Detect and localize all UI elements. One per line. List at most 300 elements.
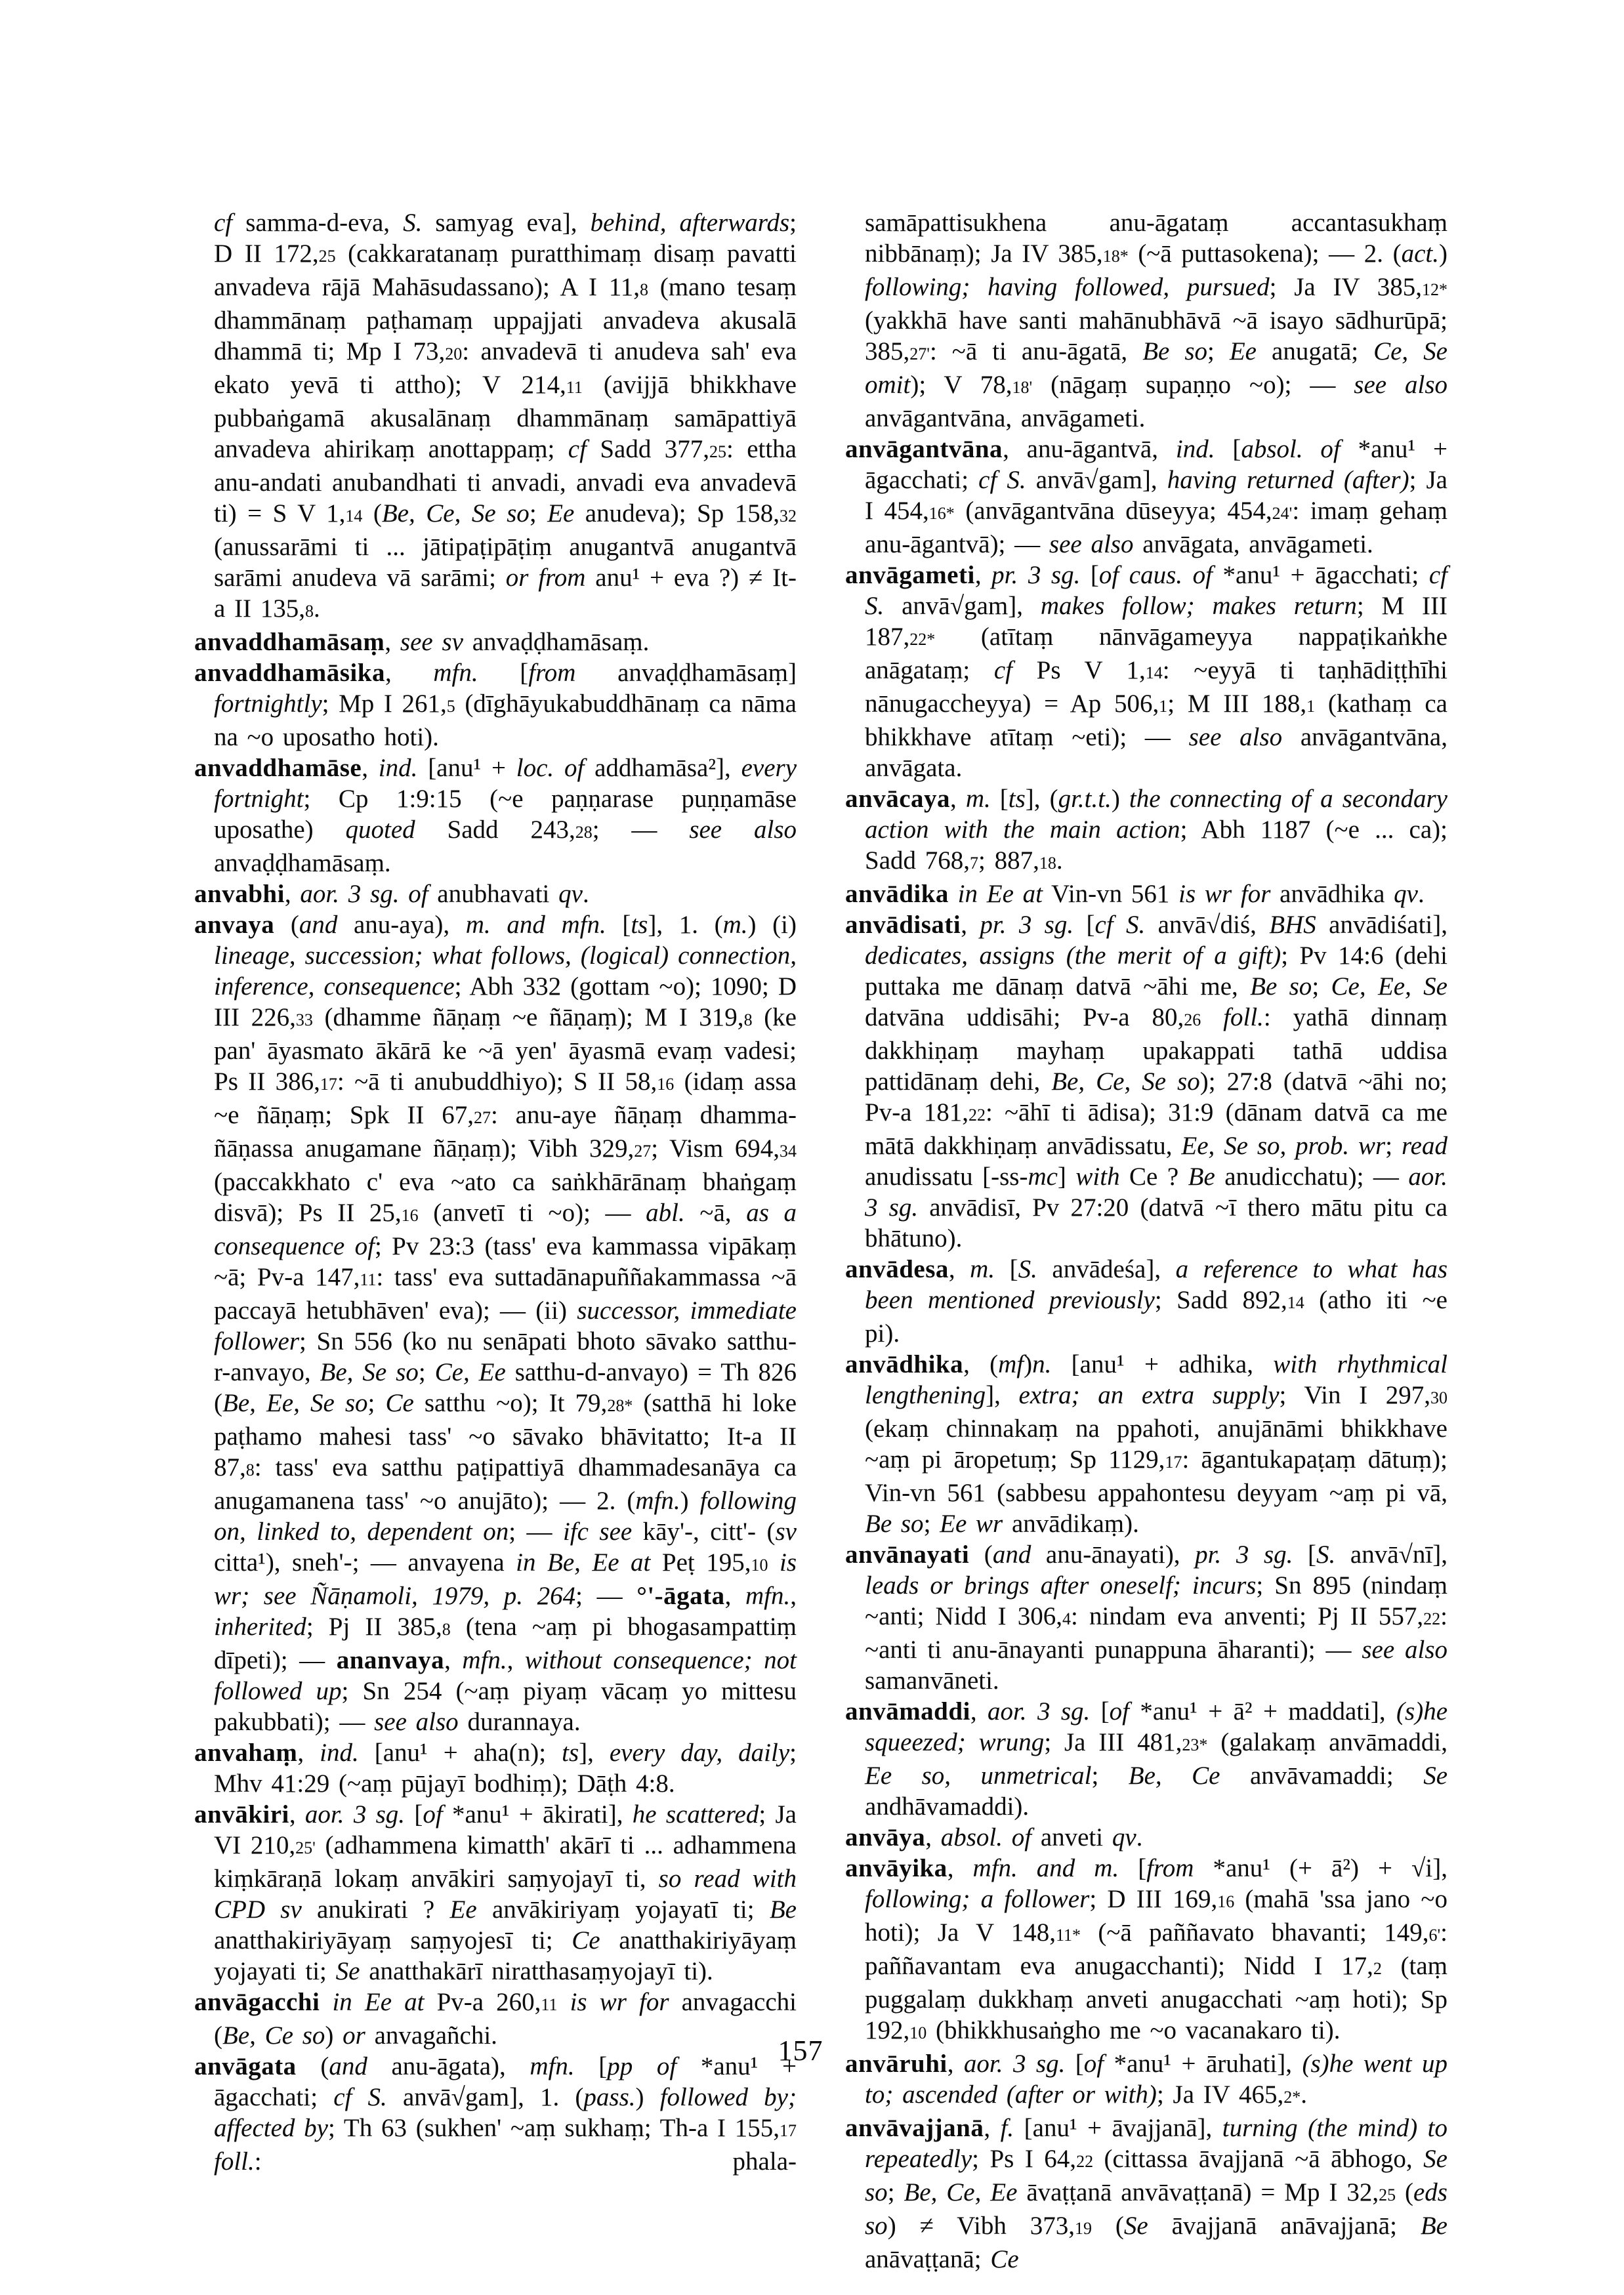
text-run: anvā√diś, bbox=[1145, 911, 1270, 939]
text-run: anudissatu [-ss- bbox=[865, 1163, 1028, 1191]
text-run: followed by; affected by bbox=[214, 2083, 797, 2142]
citation-line-number: 19 bbox=[1074, 2219, 1092, 2238]
text-run: cf bbox=[993, 656, 1013, 684]
text-run: Sadd 243,28; — bbox=[415, 816, 690, 844]
text-run: [ bbox=[1065, 2050, 1084, 2078]
text-run: āvajjanā anāvajjanā; bbox=[1148, 2212, 1421, 2240]
text-run: [ bbox=[1293, 1540, 1317, 1569]
text-run: of caus. of bbox=[1098, 561, 1213, 589]
headword: anvādika bbox=[845, 880, 949, 908]
citation-line-number: 5 bbox=[446, 697, 455, 716]
text-run: ; — bbox=[575, 1582, 637, 1610]
text-run: [anu¹ + adhika, bbox=[1051, 1350, 1274, 1378]
text-run: pass. bbox=[583, 2083, 636, 2111]
text-run: , bbox=[925, 1823, 941, 1851]
text-run: ] bbox=[1057, 1163, 1076, 1191]
text-run: cf bbox=[568, 435, 600, 463]
text-run: ifc see bbox=[562, 1518, 633, 1546]
text-run: anvāvamaddi; bbox=[1220, 1762, 1424, 1790]
citation-line-number: 17 bbox=[320, 1075, 337, 1094]
dictionary-entry bbox=[845, 1539, 1447, 1696]
text-run: mfn. bbox=[635, 1487, 680, 1515]
text-run: leads or brings after oneself; incurs bbox=[865, 1571, 1257, 1600]
citation-line-number: 14 bbox=[1145, 663, 1163, 682]
headword: anvaddhamāse bbox=[194, 754, 362, 782]
text-run: Be bbox=[1188, 1163, 1215, 1191]
text-run: mfn. bbox=[462, 1646, 507, 1674]
text-run: qv bbox=[558, 880, 583, 908]
headword: anvabhi bbox=[194, 880, 285, 908]
text-run: [ bbox=[606, 911, 631, 939]
text-run: ts bbox=[1008, 785, 1026, 813]
text-run: aor. 3 sg. bbox=[865, 1163, 1448, 1222]
text-run: , anu-āgantvā, bbox=[1003, 435, 1176, 463]
text-run: abl. bbox=[646, 1199, 685, 1227]
text-run: ; Pj II 385,8 (tena ~aṃ pi bhogasampattiṃ dīpeti); — bbox=[214, 1613, 797, 1674]
text-run: ; D III 169,16 (mahā 'ssa jano ~o hoti); Ja V 148,11* (~ā paññavato bhavanti; 149,6': paññavantam eva anugacchanti); Nidd I 17,2 (taṃ puggalaṃ dukkhaṃ anveti anugacchati ~aṃ hoti); Sp 192,10 (bhikkhusaṅgho me ~o vacanakaro ti). bbox=[865, 1885, 1447, 2044]
citation-line-number: 22* bbox=[909, 630, 936, 649]
text-run: [ bbox=[574, 2052, 608, 2080]
citation-line-number: 17 bbox=[780, 2121, 797, 2140]
text-run: in Ee at bbox=[332, 1988, 425, 2016]
text-run: , bbox=[984, 2114, 1001, 2142]
text-run: Ce bbox=[572, 1926, 600, 1954]
text-run: datvāna uddisāhi; Pv-a 80,26 bbox=[865, 1003, 1201, 1031]
citation-line-number: 22 bbox=[1423, 1609, 1441, 1628]
citation-line-number: 11* bbox=[1056, 1926, 1081, 1945]
dictionary-entry bbox=[194, 909, 797, 1737]
citation-line-number: 25 bbox=[709, 442, 726, 461]
text-run: ; Pv 14:6 (dehi puttaka me dānaṃ datvā ~āhi me, bbox=[865, 941, 1447, 1001]
text-run: m. bbox=[970, 1255, 995, 1283]
text-run: [anu¹ + aha(n); bbox=[358, 1739, 562, 1767]
text-run: without consequence; not followed up bbox=[214, 1646, 797, 1705]
text-run: Ce, Se omit bbox=[865, 337, 1447, 399]
text-run: ) bbox=[1024, 1350, 1033, 1378]
headword: anvaddhamāsaṃ bbox=[194, 628, 385, 656]
citation-line-number: 6' bbox=[1428, 1926, 1441, 1945]
text-run: ; Abh 332 (gottam ~o); 1090; D III 226,33 (dhamme ñāṇaṃ ~e ñāṇaṃ); M I 319,8 (ke pan' āyasmato ākārā ke ~ā yen' āyasmā evaṃ vadesi; Ps II 386,17: ~ā ti anubuddhiyo); S II 58,16 (idaṃ assa ~e ñāṇaṃ; Spk II 67,27: anu-aye ñāṇaṃ dhamma-ñāṇassa anugamane ñāṇaṃ); Vibh 329,27; Vism 694,34 (paccakkhato c' eva ~ato ca saṅkhārānaṃ bhaṅgaṃ disvā); Ps II 25,16 (anvetī ti ~o); — bbox=[214, 972, 797, 1227]
text-run: ; Sadd 892,14 (atho iti ~e pi). bbox=[865, 1286, 1447, 1348]
citation-line-number: 33 bbox=[295, 1010, 313, 1029]
text-run: [ bbox=[1119, 1854, 1147, 1882]
text-run: ; D II 172,25 (cakkaratanaṃ puratthimaṃ disaṃ pavatti anvadeva rājā Mahāsudassano); A I 11,8 (mano tesaṃ dhammānaṃ paṭhamaṃ uppajjati anvadeva akusalā dhammā ti; Mp I 73,20: anvadevā ti anudeva sah' eva ekato yevā ti attho); V 214,11 (avijjā bhikkhave pubbaṅgamā akusalānaṃ dhammānaṃ samāpattiyā anvadeva ahirikaṃ anottappaṃ; bbox=[214, 209, 797, 463]
dictionary-entry bbox=[845, 1853, 1447, 2048]
text-run: behind, afterwards bbox=[590, 209, 790, 237]
dictionary-entry bbox=[845, 560, 1447, 783]
citation-line-number: 28 bbox=[575, 823, 593, 842]
text-run: act. bbox=[1401, 239, 1439, 268]
text-run: quoted bbox=[345, 816, 415, 844]
text-run: ts bbox=[562, 1739, 579, 1767]
text-run: ; Ja VI 210,25' (adhammena kimatth' akārī ti ... adhammena kiṃkāraṇā lokaṃ anvākiri saṃyojayī ti, bbox=[214, 1800, 797, 1893]
citation-line-number: 1 bbox=[1306, 697, 1316, 716]
text-run: ; Ja I 454,16* (anvāgantvāna dūseyya; 454,24': imaṃ gehaṃ anu-āgantvā); — bbox=[865, 466, 1447, 558]
text-run: mfn. bbox=[530, 2052, 575, 2080]
citation-line-number: 27' bbox=[909, 344, 930, 363]
page-number: 157 bbox=[778, 2035, 823, 2067]
text-run: ; bbox=[418, 1358, 435, 1386]
text-run: as a consequence of bbox=[214, 1199, 797, 1260]
text-run: mf bbox=[998, 1350, 1024, 1378]
text-run: anvā√gam], bbox=[884, 592, 1041, 620]
text-run: Ce bbox=[385, 1389, 414, 1417]
text-run: āvaṭṭanā anvāvaṭṭanā) = Mp I 32,25 ( bbox=[1017, 2178, 1413, 2206]
text-run: n. bbox=[1032, 1350, 1052, 1378]
text-run: ) bbox=[635, 2083, 660, 2111]
text-run: addhamāsa²], bbox=[584, 754, 741, 782]
text-run: anāvaṭṭanā; bbox=[865, 2245, 991, 2273]
text-run: Be bbox=[769, 1895, 797, 1924]
text-run: , bbox=[444, 1646, 463, 1674]
text-run: Ee bbox=[547, 499, 585, 527]
citation-line-number: 27 bbox=[473, 1108, 491, 1127]
text-run: Be, Se so bbox=[320, 1358, 419, 1386]
text-run: f. bbox=[1000, 2114, 1014, 2142]
dictionary-entry bbox=[194, 627, 797, 657]
text-run: ) bbox=[680, 1487, 700, 1515]
text-run: anvādikaṃ). bbox=[1003, 1510, 1139, 1538]
text-run: pr. 3 sg. bbox=[991, 561, 1081, 589]
text-run: every day, daily bbox=[609, 1739, 790, 1767]
citation-line-number: 11 bbox=[541, 1995, 558, 2014]
citation-line-number: 18' bbox=[1012, 378, 1033, 397]
text-run: foll. bbox=[1223, 1003, 1264, 1031]
text-run: ( bbox=[296, 2052, 329, 2080]
headword: anvāgantvāna bbox=[845, 435, 1003, 463]
citation-line-number: 25 bbox=[1379, 2185, 1396, 2204]
text-run: , bbox=[790, 1582, 797, 1610]
citation-line-number: 27 bbox=[634, 1142, 652, 1161]
text-run: ; Pv 23:3 (tass' eva kammassa vipākaṃ ~ā; Pv-a 147,11: tass' eva suttadānapuññakammassa ~ā paccayā hetubhāven' eva); — (ii) bbox=[214, 1232, 797, 1325]
text-run: *anu¹ + āruhati], bbox=[1104, 2050, 1302, 2078]
text-run: [ bbox=[1073, 911, 1095, 939]
text-run: Be, Ce, Se so bbox=[381, 499, 530, 527]
text-run: *anu¹ + ā² + maddati], bbox=[1129, 1697, 1397, 1726]
text-run: makes follow; makes return bbox=[1040, 592, 1357, 620]
citation-line-number: 30 bbox=[1430, 1388, 1448, 1407]
citation-line-number: 14 bbox=[1287, 1293, 1304, 1312]
text-run: , bbox=[507, 1646, 525, 1674]
text-run: ; Sn 556 (ko nu senāpati bhoto sāvako satthu-r-anvayo, bbox=[214, 1327, 797, 1386]
text-run: anu-aya), bbox=[337, 911, 466, 939]
text-run: S. bbox=[1316, 1540, 1336, 1569]
text-run: ], bbox=[579, 1739, 610, 1767]
text-run: following on, linked to, dependent on bbox=[214, 1487, 797, 1546]
text-run: Ee bbox=[1229, 337, 1257, 365]
citation-line-number: 7 bbox=[970, 854, 978, 873]
text-run: qv bbox=[1112, 1823, 1136, 1851]
citation-line-number: 16 bbox=[401, 1206, 419, 1225]
text-run: [ bbox=[990, 785, 1009, 813]
text-run: loc. of bbox=[516, 754, 585, 782]
text-run: , bbox=[297, 1739, 320, 1767]
text-run: Se bbox=[1423, 1762, 1447, 1790]
text-run: ; Cp 1:9:15 (~e paṇṇarase puṇṇamāse uposathe) bbox=[214, 785, 797, 844]
text-run: inherited bbox=[214, 1613, 306, 1641]
text-run: ; bbox=[887, 2178, 904, 2206]
text-run: ; bbox=[1385, 1132, 1402, 1160]
text-run: of bbox=[1083, 2050, 1104, 2078]
citation-line-number: 8 bbox=[743, 1010, 753, 1029]
text-run: anvādhika bbox=[1270, 880, 1394, 908]
citation-line-number: 8 bbox=[245, 1460, 255, 1479]
text-run: ) (i) bbox=[747, 911, 797, 939]
text-run: ) ≠ Vibh 373,19 ( bbox=[887, 2212, 1124, 2240]
text-run: , bbox=[289, 1800, 305, 1829]
text-run: of bbox=[1109, 1697, 1129, 1726]
text-run: , bbox=[970, 1697, 988, 1726]
citation-line-number: 32 bbox=[780, 507, 797, 526]
text-run: ); V 78,18' (nāgaṃ supaṇṇo ~o); — bbox=[910, 371, 1354, 399]
text-run: of bbox=[423, 1800, 443, 1829]
text-run: samanvāneti. bbox=[865, 1666, 999, 1695]
citation-line-number: 10 bbox=[751, 1556, 768, 1575]
headword: anvāyika bbox=[845, 1854, 947, 1882]
text-run: Se bbox=[1123, 2212, 1148, 2240]
headword: anvādesa bbox=[845, 1255, 949, 1283]
dictionary-entry bbox=[845, 1822, 1447, 1853]
text-run: Ps V 1,14: ~eyyā ti taṇhādiṭṭhīhi nānugaccheyya) = Ap 506,1; M III 188,1 (kathaṃ ca bhikkhave atītaṃ ~eti); — bbox=[865, 656, 1448, 751]
text-run: ; — bbox=[509, 1518, 563, 1546]
text-run: ], bbox=[986, 1381, 1019, 1409]
text-run bbox=[949, 880, 958, 908]
citation-line-number: 2* bbox=[1283, 2088, 1301, 2107]
text-run: Se bbox=[335, 1957, 360, 1985]
text-run: ], ( bbox=[1025, 785, 1058, 813]
text-run: *anu¹ + āgacchati; bbox=[1212, 561, 1429, 589]
text-run: Ce ? bbox=[1119, 1163, 1188, 1191]
text-run: Ce, Ee bbox=[434, 1358, 506, 1386]
text-run: ; Mhv 41:29 (~aṃ pūjayī bodhiṃ); Dāṭh 4:8. bbox=[214, 1739, 797, 1798]
headword: anvāgameti bbox=[845, 561, 975, 589]
text-run: , bbox=[385, 659, 434, 687]
headword: anvāmaddi bbox=[845, 1697, 970, 1726]
dictionary-entry bbox=[194, 1799, 797, 1987]
text-run: satthu ~o); It 79,28* (satthā hi loke paṭhamo mahesi tass' ~o sāvako bhāvitatto; It-a II 87,8: tass' eva satthu paṭipattiyā dhammadesanāya ca anugamanena tass' ~o anujāto); — 2. ( bbox=[214, 1389, 797, 1515]
citation-line-number: 23* bbox=[1182, 1735, 1208, 1754]
text-run: Se so bbox=[865, 2145, 1447, 2206]
text-run: *anu¹ + āgacchati; bbox=[214, 2052, 797, 2111]
text-run: ; Ja IV 465,2*. bbox=[1156, 2080, 1307, 2109]
citation-line-number: 25' bbox=[295, 1838, 316, 1857]
text-run: or bbox=[343, 2021, 365, 2050]
text-run: read bbox=[1401, 1132, 1447, 1160]
text-run: anvaḍḍhamāsaṃ. bbox=[214, 849, 391, 877]
text-run: anvā√gam], 1. ( bbox=[386, 2083, 584, 2111]
text-block bbox=[194, 207, 1447, 2275]
text-run: anveti bbox=[1031, 1823, 1112, 1851]
text-run: foll. bbox=[214, 2147, 255, 2176]
text-run: satthu-d-anvayo) = Th 826 ( bbox=[214, 1358, 797, 1417]
text-run: ; Th 63 (sukhen' ~aṃ sukhaṃ; Th-a I 155,17 bbox=[328, 2114, 797, 2142]
text-run: . bbox=[1136, 1823, 1143, 1851]
text-run: Ce bbox=[990, 2245, 1019, 2273]
text-run: andhāvamaddi). bbox=[865, 1792, 1030, 1821]
text-run: anvākiriyaṃ yojayatī ti; bbox=[476, 1895, 770, 1924]
text-run: Ce, Ee, Se bbox=[1331, 972, 1447, 1001]
text-run: , bbox=[947, 2050, 964, 2078]
left-column bbox=[194, 207, 797, 2275]
text-run: ; bbox=[1091, 1762, 1129, 1790]
text-run: ~ā, bbox=[684, 1199, 747, 1227]
text-run: sv bbox=[775, 1518, 797, 1546]
text-run: Be bbox=[1420, 2212, 1447, 2240]
text-run: *anu¹ + āgacchati; bbox=[865, 435, 1447, 494]
citation-line-number: 28* bbox=[607, 1396, 633, 1415]
text-run: Be so bbox=[1250, 972, 1312, 1001]
text-run: dedicates, assigns (the merit of a gift) bbox=[865, 941, 1281, 970]
text-run: anatthakiriyāyaṃ yojayati ti; bbox=[214, 1926, 797, 1985]
citation-line-number: 16 bbox=[1217, 1892, 1235, 1911]
text-run: absol. of bbox=[1241, 435, 1341, 463]
headword: °'-āgata bbox=[636, 1582, 725, 1610]
dictionary-entry bbox=[194, 657, 797, 753]
text-run: . bbox=[582, 880, 589, 908]
text-run: [anu¹ + bbox=[417, 754, 516, 782]
text-run: ); 27:8 (datvā ~āhi no; Pv-a 181,22: ~āhī ti ādisa); 31:9 (dānam datvā ca me mātā dakkhiṇaṃ anvādissatu, bbox=[865, 1067, 1447, 1160]
text-run: , bbox=[724, 1582, 746, 1610]
text-run: , bbox=[961, 911, 980, 939]
citation-line-number: 17 bbox=[1165, 1453, 1182, 1472]
text-run: , bbox=[974, 561, 992, 589]
dictionary-entry bbox=[845, 909, 1447, 1254]
entry-continuation bbox=[194, 207, 797, 627]
text-run: pp of bbox=[607, 2052, 677, 2080]
text-run: ; Ja III 481,23* (galakaṃ anvāmaddi, bbox=[1044, 1728, 1447, 1756]
text-run: , bbox=[947, 1854, 973, 1882]
text-run: anu¹ + eva ?) ≠ It-a II 135,8. bbox=[214, 564, 797, 623]
text-run: citta¹), sneh'-; — anvayena bbox=[214, 1548, 516, 1577]
text-run: m. bbox=[965, 785, 991, 813]
text-run: eds so bbox=[865, 2178, 1447, 2240]
text-run: . bbox=[1417, 880, 1425, 908]
text-run: anvāgantvāna, anvāgata. bbox=[865, 723, 1447, 782]
text-run: ; Abh 1187 (~e ... ca); Sadd 768,7; 887,18. bbox=[865, 816, 1447, 875]
citation-line-number: 16 bbox=[657, 1075, 675, 1094]
right-column bbox=[845, 207, 1447, 2275]
text-run: [anu¹ + āvajjanā], bbox=[1014, 2114, 1222, 2142]
headword: anvānayati bbox=[845, 1540, 970, 1569]
text-run: cf bbox=[214, 209, 246, 237]
text-run: , ( bbox=[963, 1350, 999, 1378]
text-run: with rhythmical lengthening bbox=[865, 1350, 1447, 1409]
text-run: , bbox=[284, 880, 301, 908]
text-run: ; M III 187,22* (atītaṃ nānvāgameyya nappaṭikaṅkhe anāgataṃ; bbox=[865, 592, 1447, 684]
text-run: m. and mfn. bbox=[465, 911, 606, 939]
headword: anvaya bbox=[194, 911, 275, 939]
text-run: [ bbox=[405, 1800, 423, 1829]
text-run: anvagacchi ( bbox=[214, 1988, 797, 2050]
citation-line-number: 12* bbox=[1422, 280, 1447, 299]
citation-line-number: 18 bbox=[1039, 854, 1056, 873]
text-run: a reference to what has been mentioned previously bbox=[865, 1255, 1447, 1314]
text-run: cf S. bbox=[978, 466, 1026, 494]
dictionary-entry bbox=[194, 2051, 797, 2177]
text-run: mfn. bbox=[745, 1582, 791, 1610]
text-run: , bbox=[950, 785, 966, 813]
text-run: anvādeśa], bbox=[1037, 1255, 1176, 1283]
headword: anvahaṃ bbox=[194, 1739, 298, 1767]
text-run: gr.t.t. bbox=[1058, 785, 1112, 813]
text-run: (s)he squeezed; wrung bbox=[865, 1697, 1448, 1756]
text-run: absol. of bbox=[940, 1823, 1032, 1851]
text-run: ; Ps I 64,22 (cittassa āvajjanā ~ā ābhogo, bbox=[972, 2145, 1424, 2173]
text-run: and bbox=[992, 1540, 1031, 1569]
text-run: ; Mp I 261,5 (dīghāyukabuddhānaṃ ca nāma na ~o uposatho hoti). bbox=[214, 690, 797, 751]
text-run: see also bbox=[1354, 371, 1448, 399]
citation-line-number: 14 bbox=[345, 507, 363, 526]
text-run: ( bbox=[969, 1540, 993, 1569]
citation-line-number: 24' bbox=[1272, 504, 1293, 523]
text-run: anvāgata, anvāgameti. bbox=[1133, 530, 1373, 558]
text-run: from bbox=[528, 659, 576, 687]
text-run: anudicchatu); — bbox=[1215, 1163, 1409, 1191]
text-run: see also bbox=[374, 1708, 459, 1736]
text-run: Be, Ce, Se so bbox=[1051, 1067, 1200, 1096]
text-run: ; bbox=[923, 1510, 940, 1538]
text-run: aor. 3 sg. bbox=[304, 1800, 406, 1829]
text-run: extra; an extra supply bbox=[1018, 1381, 1280, 1409]
text-run: Be, Ce, Ee bbox=[904, 2178, 1018, 2206]
text-run: Ee, Se so, prob. wr bbox=[1181, 1132, 1386, 1160]
text-run: anudeva); Sp 158,32 (anussarāmi ti ... jātipaṭipāṭiṃ anugantvā anugantvā sarāmi anudeva vā sarāmi; bbox=[214, 499, 797, 592]
text-run: ) bbox=[1111, 785, 1129, 813]
text-run: lineage, succession; what follows, (logical) connection, inference, consequence bbox=[214, 941, 797, 1001]
text-run: durannaya. bbox=[458, 1708, 581, 1736]
text-run: he scattered bbox=[632, 1800, 759, 1829]
text-run: Pv-a 260,11 bbox=[424, 1988, 558, 2016]
text-run: mc bbox=[1028, 1163, 1058, 1191]
text-run: BHS bbox=[1269, 911, 1316, 939]
text-run: aor. 3 sg. bbox=[963, 2050, 1066, 2078]
text-run: ind. bbox=[378, 754, 418, 782]
text-run: aor. 3 sg. bbox=[988, 1697, 1091, 1726]
text-run: samyag eva], bbox=[422, 209, 591, 237]
dictionary-entry bbox=[194, 1737, 797, 1799]
text-run: , bbox=[362, 754, 379, 782]
citation-line-number: 34 bbox=[780, 1142, 797, 1161]
text-run: ; bbox=[1207, 337, 1230, 365]
text-run: anukirati ? bbox=[301, 1895, 450, 1924]
text-run: ; bbox=[1312, 972, 1331, 1001]
citation-line-number: 4 bbox=[1062, 1609, 1072, 1628]
text-run: successor, immediate follower bbox=[214, 1296, 797, 1355]
text-run: in Be, Ee at bbox=[516, 1548, 651, 1577]
text-run: Sadd 377,25: ettha anu-andati anubandhati ti anvadi, anvadi eva anvadevā ti) = S V 1,14 ( bbox=[214, 435, 797, 527]
text-run: pr. 3 sg. bbox=[1195, 1540, 1293, 1569]
headword: anvaddhamāsika bbox=[194, 659, 385, 687]
citation-line-number: 26 bbox=[1184, 1010, 1201, 1029]
citation-line-number: 8 bbox=[305, 602, 314, 621]
text-run: , bbox=[385, 628, 400, 656]
citation-line-number: 10 bbox=[909, 2023, 927, 2042]
text-run: anvagañchi. bbox=[365, 2021, 497, 2050]
dictionary-entry bbox=[845, 1696, 1447, 1822]
text-run: Be, Ce bbox=[1128, 1762, 1220, 1790]
text-run: ; Sn 254 (~aṃ piyaṃ vācaṃ yo mittesu pakubbati); — bbox=[214, 1677, 797, 1736]
text-run: ; bbox=[367, 1389, 386, 1417]
dictionary-entry bbox=[845, 783, 1447, 879]
text-run: anu-ānayati), bbox=[1031, 1540, 1196, 1569]
text-run: m. bbox=[722, 911, 748, 939]
text-run: Vin-vn 561 bbox=[1042, 880, 1179, 908]
text-run: [ bbox=[1090, 1697, 1110, 1726]
text-run: [ bbox=[1215, 435, 1241, 463]
text-run: *anu¹ + ākirati], bbox=[442, 1800, 633, 1829]
citation-line-number: 22 bbox=[968, 1106, 986, 1125]
dictionary-entry bbox=[845, 1254, 1447, 1349]
